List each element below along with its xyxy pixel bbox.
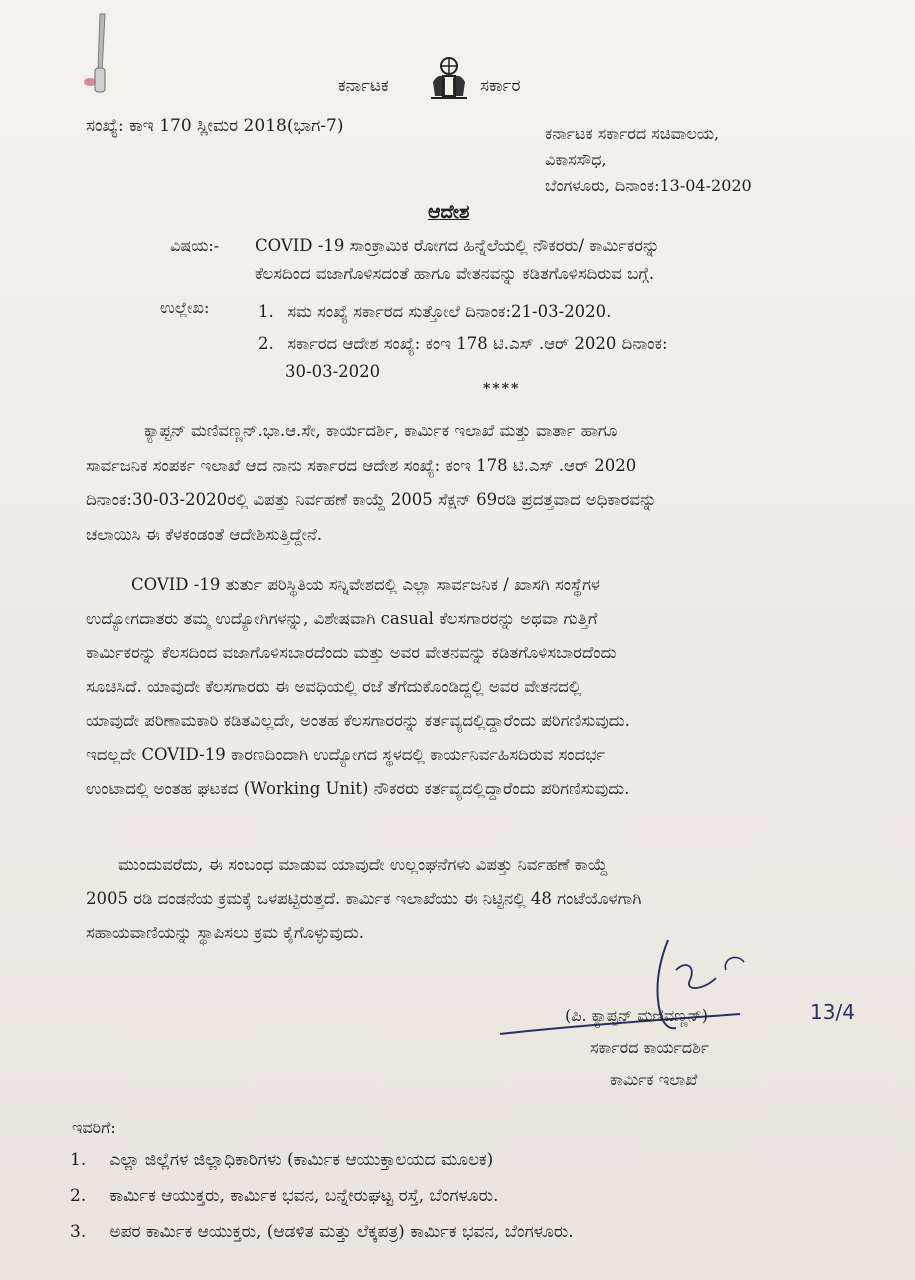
subject-line-1: COVID -19 ಸಾಂಕ್ರಾಮಿಕ ರೋಗದ ಹಿನ್ನೆಲೆಯಲ್ಲಿ ನೌಕರರು/ ಕಾರ್ಮಿಕರನ್ನು [255, 236, 660, 255]
paragraph-3-line: 2005 ರಡಿ ದಂಡನೆಯ ಕ್ರಮಕ್ಕೆ ಒಳಪಟ್ಟಿರುತ್ತದೆ. ಕಾರ್ಮಿಕ ಇಲಾಖೆಯು ಈ ನಿಟ್ಟಿನಲ್ಲಿ 48 ಗಂಟೆಯೊಳಗಾಗಿ [86, 889, 642, 908]
distribution-item-2-number: 2. [70, 1186, 87, 1206]
paragraph-2-line: ಇದಲ್ಲದೇ COVID-19 ಕಾರಣದಿಂದಾಗಿ ಉದ್ಯೋಗದ ಸ್ಥಳದಲ್ಲಿ ಕಾರ್ಯನಿರ್ವಹಿಸದಿರುವ ಸಂದರ್ಭ [86, 745, 606, 764]
signatory-department: ಕಾರ್ಮಿಕ ಇಲಾಖೆ [610, 1070, 698, 1089]
paragraph-1-line: ದಿನಾಂಕ:30-03-2020ರಲ್ಲಿ ವಿಪತ್ತು ನಿರ್ವಹಣೆ ಕಾಯ್ದೆ 2005 ಸೆಕ್ಷನ್ 69ರಡಿ ಪ್ರದತ್ತವಾದ ಅಧಿಕಾರವನ್ನು [86, 490, 657, 509]
address-line-1: ಕರ್ನಾಟಕ ಸರ್ಕಾರದ ಸಚಿವಾಲಯ, [545, 124, 720, 143]
paragraph-2-line: ಸೂಚಿಸಿದೆ. ಯಾವುದೇ ಕೆಲಸಗಾರರು ಈ ಅವಧಿಯಲ್ಲಿ ರಜೆ ತೆಗೆದುಕೊಂಡಿದ್ದಲ್ಲಿ ಅವರ ವೇತನದಲ್ಲಿ [86, 677, 582, 696]
reference-item-1-text: ಸಮ ಸಂಖ್ಯೆ ಸರ್ಕಾರದ ಸುತ್ತೋಲೆ ದಿನಾಂಕ:21-03-2020. [287, 302, 612, 321]
distribution-label: ಇವರಿಗೆ: [72, 1118, 116, 1137]
state-emblem-icon [425, 52, 473, 100]
paragraph-1-line: ಸಾರ್ವಜನಿಕ ಸಂಪರ್ಕ ಇಲಾಖೆ ಆದ ನಾನು ಸರ್ಕಾರದ ಆದೇಶ ಸಂಖ್ಯೆ: ಕಂಇ 178 ಟಿ.ಎಸ್ .ಆರ್ 2020 [86, 455, 637, 475]
reference-item-2-date: 30-03-2020 [285, 362, 381, 381]
reference-item-2-number: 2. [258, 334, 274, 353]
distribution-item-3 [70, 1222, 574, 1242]
paragraph-1 [86, 414, 861, 552]
paragraph-2 [86, 568, 861, 806]
subject-line-2: ಕೆಲಸದಿಂದ ವಜಾಗೊಳಿಸದಂತೆ ಹಾಗೂ ವೇತನವನ್ನು ಕಡಿತಗೊಳಿಸದಿರುವ ಬಗ್ಗೆ. [255, 264, 655, 283]
distribution-item-1-text: ಎಲ್ಲಾ ಜಿಲ್ಲೆಗಳ ಜಿಲ್ಲಾಧಿಕಾರಿಗಳು (ಕಾರ್ಮಿಕ ಆಯುಕ್ತಾಲಯದ ಮೂಲಕ) [109, 1150, 494, 1170]
reference-item-1-number: 1. [258, 302, 274, 321]
paragraph-1-line: ಚಲಾಯಿಸಿ ಈ ಕೆಳಕಂಡಂತೆ ಆದೇಶಿಸುತ್ತಿದ್ದೇನೆ. [86, 524, 323, 544]
order-title: ಆದೇಶ [428, 201, 470, 223]
distribution-item-2 [70, 1186, 498, 1206]
signatory-designation: ಸರ್ಕಾರದ ಕಾರ್ಯದರ್ಶಿ [590, 1038, 710, 1057]
paragraph-2-line: ಉದ್ಯೋಗದಾತರು ತಮ್ಮ ಉದ್ಯೋಗಿಗಳನ್ನು, ವಿಶೇಷವಾಗಿ casual ಕೆಲಸಗಾರರನ್ನು ಅಥವಾ ಗುತ್ತಿಗೆ [86, 609, 598, 628]
paragraph-2-line: ಕಾರ್ಮಿಕರನ್ನು ಕೆಲಸದಿಂದ ವಜಾಗೊಳಿಸಬಾರದೆಂದು ಮತ್ತು ಅವರ ವೇತನವನ್ನು ಕಡಿತಗೊಳಿಸಬಾರದೆಂದು [86, 643, 617, 662]
handwritten-date-mark: 13/4 [810, 1000, 855, 1024]
address-date-line: ಬೆಂಗಳೂರು, ದಿನಾಂಕ:13-04-2020 [545, 176, 752, 195]
reference-item-2 [258, 334, 668, 354]
paragraph-1-line: ಕ್ಯಾಪ್ಟನ್ ಮಣಿವಣ್ಣನ್.ಭಾ.ಆ.ಸೇ, ಕಾರ್ಯದರ್ಶಿ, ಕಾರ್ಮಿಕ ಇಲಾಖೆ ಮತ್ತು ವಾರ್ತಾ ಹಾಗೂ [144, 421, 618, 440]
subject-label: ವಿಷಯ:- [170, 236, 220, 255]
paper-pin-icon [84, 12, 110, 102]
address-line-2: ವಿಕಾಸಸೌಧ, [545, 150, 607, 169]
reference-item-2-text: ಸರ್ಕಾರದ ಆದೇಶ ಸಂಖ್ಯೆ: ಕಂಇ 178 ಟಿ.ಎಸ್ .ಆರ್ 2020 ದಿನಾಂಕ: [287, 334, 668, 353]
distribution-item-3-number: 3. [70, 1222, 87, 1242]
reference-number: ಸಂಖ್ಯೆ: ಕಾಇ 170 ಸ್ಲೀಮರ 2018(ಭಾಗ-7) [86, 116, 344, 136]
header-government-right: ಸರ್ಕಾರ [480, 76, 521, 96]
paragraph-2-line: COVID -19 ತುರ್ತು ಪರಿಸ್ಥಿತಿಯ ಸನ್ನಿವೇಶದಲ್ಲಿ ಎಲ್ಲಾ ಸಾರ್ವಜನಿಕ / ಖಾಸಗಿ ಸಂಸ್ಥೆಗಳ [131, 575, 601, 594]
paragraph-3-line: ಮುಂದುವರೆದು, ಈ ಸಂಬಂಧ ಮಾಡುವ ಯಾವುದೇ ಉಲ್ಲಂಘನೆಗಳು ವಿಪತ್ತು ನಿರ್ವಹಣೆ ಕಾಯ್ದೆ [118, 855, 608, 874]
header-government-left: ಕರ್ನಾಟಕ [338, 76, 389, 96]
distribution-item-1 [70, 1150, 493, 1170]
paragraph-2-line: ಉಂಟಾದಲ್ಲಿ ಅಂತಹ ಘಟಕದ (Working Unit) ನೌಕರರು ಕರ್ತವ್ಯದಲ್ಲಿದ್ದಾರೆಂದು ಪರಿಗಣಿಸುವುದು. [86, 779, 630, 798]
paragraph-3-line: ಸಹಾಯವಾಣಿಯನ್ನು ಸ್ಥಾಪಿಸಲು ಕ್ರಮ ಕೈಗೊಳ್ಳುವುದು. [86, 923, 364, 942]
reference-item-1 [258, 302, 611, 322]
separator-stars: **** [483, 381, 521, 397]
distribution-item-1-number: 1. [70, 1150, 87, 1170]
distribution-item-3-text: ಅಪರ ಕಾರ್ಮಿಕ ಆಯುಕ್ತರು, (ಆಡಳಿತ ಮತ್ತು ಲೆಕ್ಕಪತ್ರ) ಕಾರ್ಮಿಕ ಭವನ, ಬೆಂಗಳೂರು. [109, 1222, 574, 1242]
signatory-name: (ಪಿ. ಕ್ಯಾಪ್ಟನ್ ಮಣಿವಣ್ಣನ್) [565, 1006, 709, 1025]
paragraph-2-line: ಯಾವುದೇ ಪರಿಣಾಮಕಾರಿ ಕಡಿತವಿಲ್ಲದೇ, ಅಂತಹ ಕೆಲಸಗಾರರನ್ನು ಕರ್ತವ್ಯದಲ್ಲಿದ್ದಾರೆಂದು ಪರಿಗಣಿಸುವುದು. [86, 711, 630, 730]
reference-label: ಉಲ್ಲೇಖ: [160, 298, 210, 317]
distribution-item-2-text: ಕಾರ್ಮಿಕ ಆಯುಕ್ತರು, ಕಾರ್ಮಿಕ ಭವನ, ಬನ್ನೇರುಘಟ್ಟ ರಸ್ತೆ, ಬೆಂಗಳೂರು. [109, 1186, 499, 1206]
